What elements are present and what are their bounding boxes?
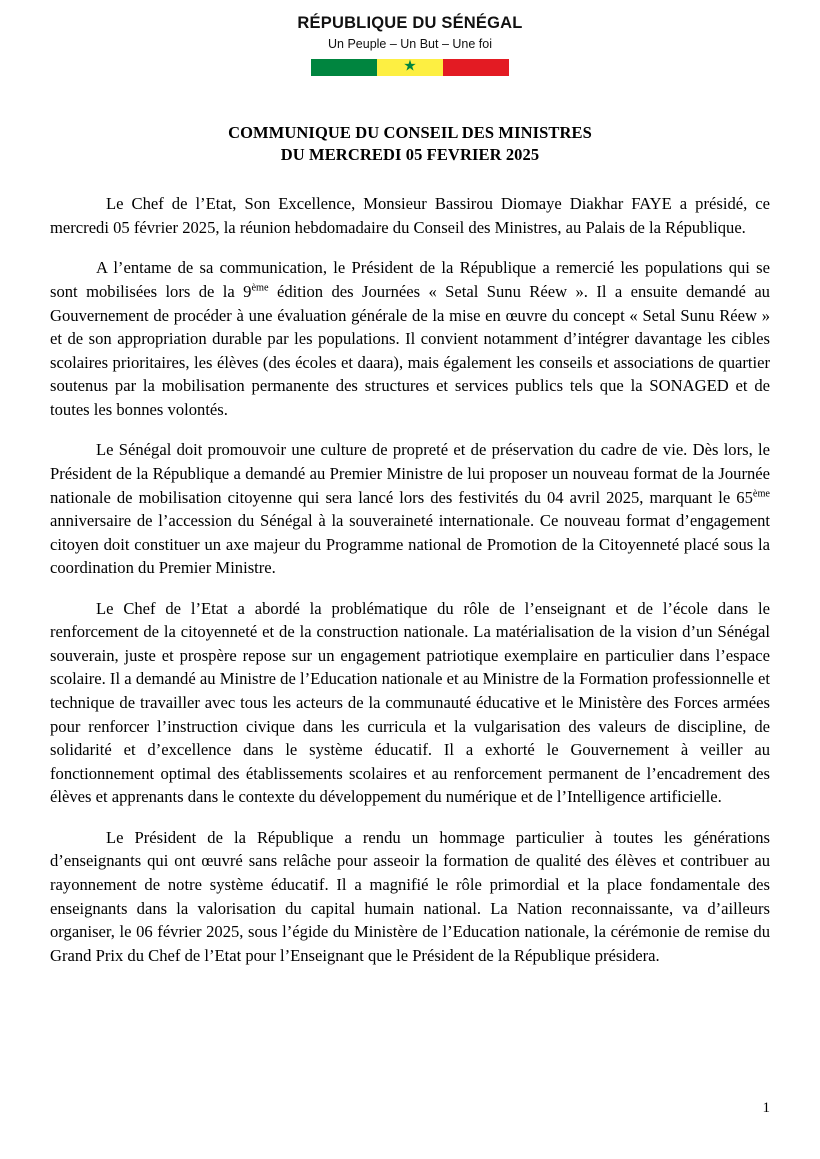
paragraph-1-text: Le Chef de l’Etat, Son Excellence, Monsieur Bassirou Diomaye Diakhar FAYE a présidé, ce mercredi 05 février 2025, la réunion hebdomadaire du Conseil des Ministres, au Palais de la République. [50,194,770,237]
page-title [50,122,770,167]
page-number: 1 [762,1100,770,1116]
page-title-line-2: DU MERCREDI 05 FEVRIER 2025 [280,145,540,165]
paragraph-4 [50,597,770,809]
document-body [50,192,770,967]
paragraph-2-text-a: A l’entame de sa communication, le Président de la République a remercié les populations qui se sont mobilisées lors de la 9 [50,258,770,302]
paragraph-3-text-a: Le Sénégal doit promouvoir une culture de propreté et de préservation du cadre de vie. Dès lors, le Président de la République a demandé au Premier Ministre de lui proposer un nouveau format de la Journée nationale de mobilisation citoyenne qui sera lancé lors des festivités du 04 avril 2025, marquant le 65 [50,440,770,507]
page-title-line-1: COMMUNIQUE DU CONSEIL DES MINISTRES [228,122,592,142]
flag-band-green [311,59,377,76]
paragraph-5 [50,826,770,967]
flag-band-red [443,59,509,76]
paragraph-3-ordinal: ème [752,487,770,499]
letterhead [50,14,770,76]
star-icon: ★ [403,58,417,75]
paragraph-2-ordinal: ème [251,282,269,294]
senegal-flag-icon [311,59,509,76]
paragraph-3 [50,438,770,579]
paragraph-3-text-b: anniversaire de l’accession du Sénégal à la souveraineté internationale. Ce nouveau format d’engagement citoyen doit constituer un axe majeur du Programme national de Promotion de la Citoyenneté placé sous la coordination du Premier Ministre. [50,511,770,578]
paragraph-2 [50,256,770,421]
paragraph-2-text-b: édition des Journées « Setal Sunu Réew ». Il a ensuite demandé au Gouvernement de procéder à une évaluation générale de la mise en œuvre du concept « Setal Sunu Réew » et de son appropriation durable par les populations. Il convient notamment d’intégrer davantage les cibles scolaires prioritaires, les élèves (des écoles et daara), mais également les conseils et associations de quartier soutenus par la mobilisation permanente des structures et services publics tels que la SONAGED et de toutes les bonnes volontés. [50,282,770,419]
paragraph-1 [50,192,770,239]
paragraph-5-text: Le Président de la République a rendu un hommage particulier à toutes les générations d’enseignants qui ont œuvré sans relâche pour asseoir la formation de qualité des élèves et contribuer au rayonnement de notre système éducatif. Il a magnifié le rôle primordial et la place fondamentale des enseignants dans la valorisation du capital humain national. La Nation reconnaissante, va d’ailleurs organiser, le 06 février 2025, sous l’égide du Ministère de l’Education nationale, la cérémonie de remise du Grand Prix du Chef de l’Etat pour l’Enseignant que le Président de la République présidera. [50,827,770,965]
paragraph-4-text: Le Chef de l’Etat a abordé la problématique du rôle de l’enseignant et de l’école dans le renforcement de la citoyenneté et de la construction nationale. La matérialisation de la vision d’un Sénégal souverain, juste et prospère repose sur un engagement patriotique exemplaire en particulier dans l’espace scolaire. Il a demandé au Ministre de l’Education nationale et au Ministre de la Formation professionnelle et technique de travailler avec tous les acteurs de la communauté éducative et le Ministère des Forces armées pour renforcer l’instruction civique dans les curricula et la vulgarisation des valeurs de discipline, de solidarité et d’excellence dans le système éducatif. Il a exhorté le Gouvernement à veiller au fonctionnement optimal des établissements scolaires et au renforcement permanent de l’encadrement des élèves et apprenants dans le contexte du développement du numérique et de l’Intelligence artificielle. [50,598,770,807]
national-motto: Un Peuple – Un But – Une foi [328,36,492,51]
country-name: RÉPUBLIQUE DU SÉNÉGAL [297,14,523,32]
